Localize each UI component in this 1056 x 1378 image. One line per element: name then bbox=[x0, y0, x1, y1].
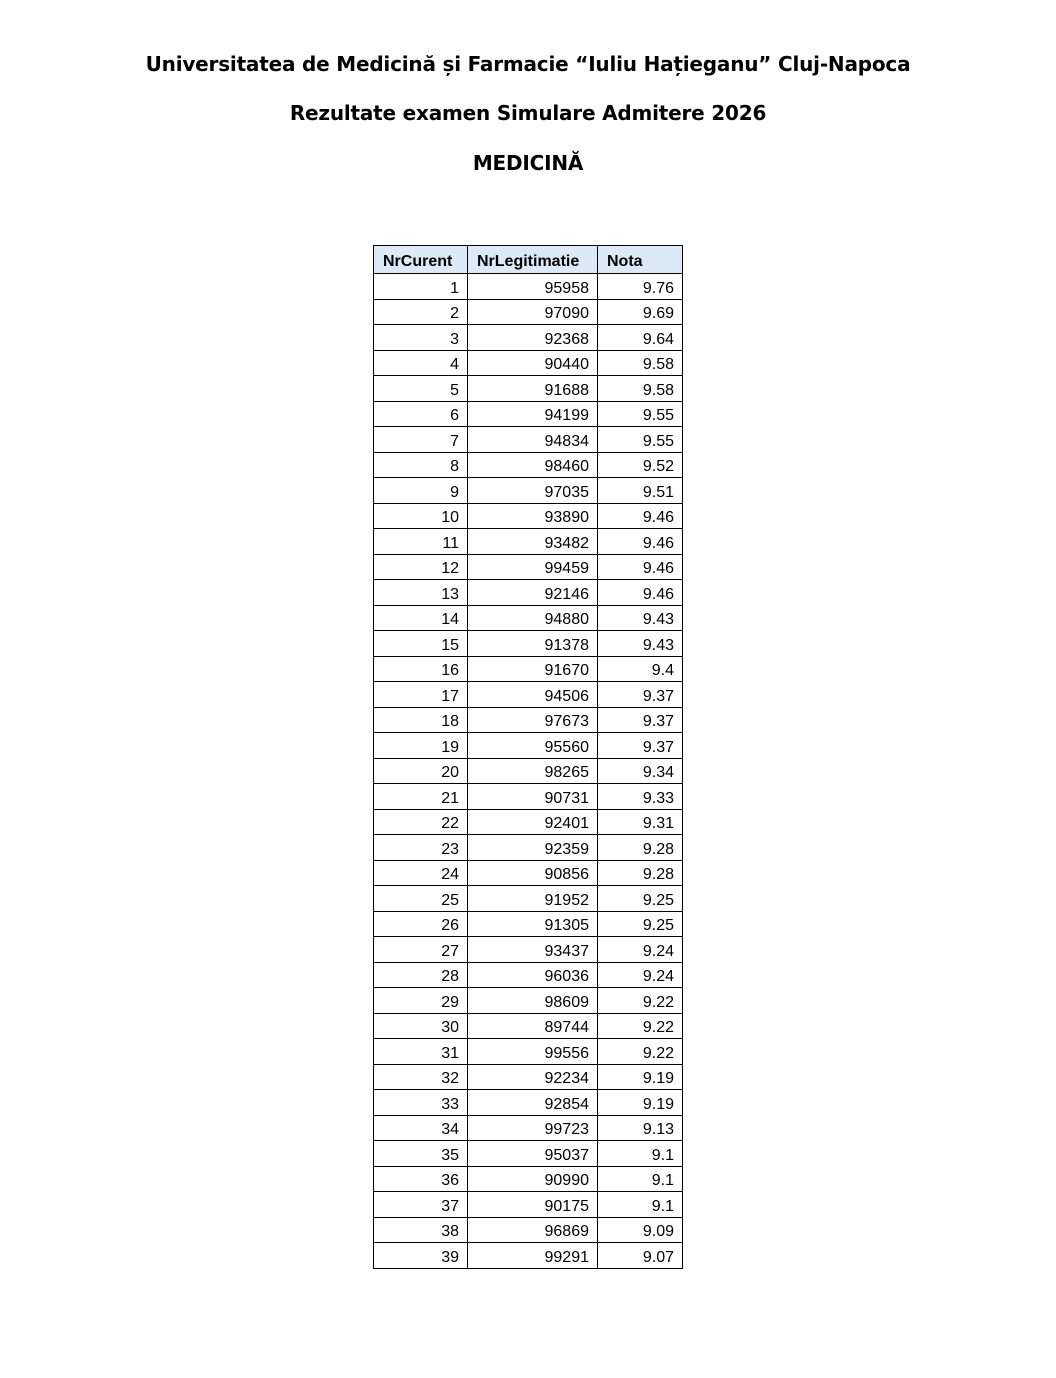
cell-nrlegitimatie: 97035 bbox=[468, 478, 598, 504]
cell-nrlegitimatie: 94506 bbox=[468, 682, 598, 708]
cell-nrlegitimatie: 96869 bbox=[468, 1217, 598, 1243]
cell-nota: 9.22 bbox=[598, 1039, 683, 1065]
table-row bbox=[374, 401, 683, 427]
table-row bbox=[374, 809, 683, 835]
cell-nrcurent: 32 bbox=[374, 1064, 468, 1090]
cell-nota: 9.19 bbox=[598, 1064, 683, 1090]
cell-nrlegitimatie: 97673 bbox=[468, 707, 598, 733]
cell-nrcurent: 7 bbox=[374, 427, 468, 453]
cell-nrlegitimatie: 94199 bbox=[468, 401, 598, 427]
cell-nrlegitimatie: 91952 bbox=[468, 886, 598, 912]
cell-nrlegitimatie: 95560 bbox=[468, 733, 598, 759]
cell-nrlegitimatie: 91378 bbox=[468, 631, 598, 657]
cell-nrcurent: 25 bbox=[374, 886, 468, 912]
table-row bbox=[374, 835, 683, 861]
table-row bbox=[374, 376, 683, 402]
table-row bbox=[374, 299, 683, 325]
table-row bbox=[374, 1166, 683, 1192]
cell-nrlegitimatie: 92368 bbox=[468, 325, 598, 351]
cell-nota: 9.55 bbox=[598, 427, 683, 453]
cell-nrlegitimatie: 92359 bbox=[468, 835, 598, 861]
cell-nrcurent: 34 bbox=[374, 1115, 468, 1141]
table-row bbox=[374, 503, 683, 529]
cell-nrcurent: 37 bbox=[374, 1192, 468, 1218]
cell-nota: 9.46 bbox=[598, 554, 683, 580]
cell-nrlegitimatie: 98265 bbox=[468, 758, 598, 784]
cell-nrlegitimatie: 95958 bbox=[468, 274, 598, 300]
cell-nrcurent: 1 bbox=[374, 274, 468, 300]
cell-nota: 9.33 bbox=[598, 784, 683, 810]
cell-nrcurent: 20 bbox=[374, 758, 468, 784]
faculty-section-title: MEDICINĂ bbox=[472, 151, 584, 175]
cell-nrcurent: 23 bbox=[374, 835, 468, 861]
cell-nrcurent: 14 bbox=[374, 605, 468, 631]
table-row bbox=[374, 554, 683, 580]
cell-nrlegitimatie: 92234 bbox=[468, 1064, 598, 1090]
table-row bbox=[374, 988, 683, 1014]
cell-nrlegitimatie: 90990 bbox=[468, 1166, 598, 1192]
table-row bbox=[374, 478, 683, 504]
cell-nrcurent: 18 bbox=[374, 707, 468, 733]
cell-nota: 9.34 bbox=[598, 758, 683, 784]
exam-results-subtitle: Rezultate examen Simulare Admitere 2026 bbox=[289, 101, 767, 125]
cell-nrcurent: 19 bbox=[374, 733, 468, 759]
cell-nrlegitimatie: 98460 bbox=[468, 452, 598, 478]
cell-nota: 9.37 bbox=[598, 733, 683, 759]
cell-nota: 9.43 bbox=[598, 605, 683, 631]
table-row bbox=[374, 682, 683, 708]
cell-nrcurent: 12 bbox=[374, 554, 468, 580]
cell-nrlegitimatie: 94834 bbox=[468, 427, 598, 453]
cell-nrlegitimatie: 99556 bbox=[468, 1039, 598, 1065]
cell-nrcurent: 29 bbox=[374, 988, 468, 1014]
cell-nota: 9.52 bbox=[598, 452, 683, 478]
cell-nrcurent: 39 bbox=[374, 1243, 468, 1269]
cell-nota: 9.25 bbox=[598, 911, 683, 937]
cell-nrlegitimatie: 93437 bbox=[468, 937, 598, 963]
cell-nota: 9.24 bbox=[598, 962, 683, 988]
cell-nrlegitimatie: 96036 bbox=[468, 962, 598, 988]
table-row bbox=[374, 656, 683, 682]
cell-nrlegitimatie: 99459 bbox=[468, 554, 598, 580]
cell-nota: 9.55 bbox=[598, 401, 683, 427]
cell-nrlegitimatie: 90856 bbox=[468, 860, 598, 886]
cell-nrcurent: 33 bbox=[374, 1090, 468, 1116]
cell-nota: 9.07 bbox=[598, 1243, 683, 1269]
cell-nota: 9.46 bbox=[598, 503, 683, 529]
table-row bbox=[374, 1141, 683, 1167]
cell-nrlegitimatie: 92146 bbox=[468, 580, 598, 606]
cell-nota: 9.51 bbox=[598, 478, 683, 504]
cell-nota: 9.22 bbox=[598, 988, 683, 1014]
cell-nrcurent: 21 bbox=[374, 784, 468, 810]
cell-nrlegitimatie: 95037 bbox=[468, 1141, 598, 1167]
cell-nrcurent: 8 bbox=[374, 452, 468, 478]
table-row bbox=[374, 1192, 683, 1218]
table-row bbox=[374, 707, 683, 733]
table-row bbox=[374, 937, 683, 963]
table-row bbox=[374, 325, 683, 351]
cell-nrlegitimatie: 91305 bbox=[468, 911, 598, 937]
column-header-nrcurent: NrCurent bbox=[374, 246, 468, 274]
cell-nota: 9.28 bbox=[598, 860, 683, 886]
cell-nrlegitimatie: 91688 bbox=[468, 376, 598, 402]
cell-nrlegitimatie: 90175 bbox=[468, 1192, 598, 1218]
cell-nota: 9.24 bbox=[598, 937, 683, 963]
cell-nrcurent: 3 bbox=[374, 325, 468, 351]
cell-nota: 9.25 bbox=[598, 886, 683, 912]
cell-nrcurent: 2 bbox=[374, 299, 468, 325]
table-row bbox=[374, 911, 683, 937]
cell-nota: 9.28 bbox=[598, 835, 683, 861]
cell-nota: 9.19 bbox=[598, 1090, 683, 1116]
cell-nota: 9.4 bbox=[598, 656, 683, 682]
cell-nrcurent: 28 bbox=[374, 962, 468, 988]
cell-nota: 9.46 bbox=[598, 529, 683, 555]
cell-nrcurent: 17 bbox=[374, 682, 468, 708]
cell-nota: 9.37 bbox=[598, 707, 683, 733]
cell-nrlegitimatie: 93890 bbox=[468, 503, 598, 529]
cell-nrcurent: 5 bbox=[374, 376, 468, 402]
cell-nrlegitimatie: 90440 bbox=[468, 350, 598, 376]
table-row bbox=[374, 733, 683, 759]
cell-nota: 9.64 bbox=[598, 325, 683, 351]
table-row bbox=[374, 1090, 683, 1116]
table-row bbox=[374, 1243, 683, 1269]
cell-nrlegitimatie: 93482 bbox=[468, 529, 598, 555]
cell-nrlegitimatie: 92401 bbox=[468, 809, 598, 835]
table-row bbox=[374, 529, 683, 555]
cell-nrcurent: 38 bbox=[374, 1217, 468, 1243]
table-row bbox=[374, 1064, 683, 1090]
cell-nota: 9.13 bbox=[598, 1115, 683, 1141]
cell-nrlegitimatie: 97090 bbox=[468, 299, 598, 325]
cell-nrlegitimatie: 91670 bbox=[468, 656, 598, 682]
table-row bbox=[374, 580, 683, 606]
cell-nrlegitimatie: 92854 bbox=[468, 1090, 598, 1116]
table-row bbox=[374, 1039, 683, 1065]
cell-nrlegitimatie: 89744 bbox=[468, 1013, 598, 1039]
cell-nrcurent: 22 bbox=[374, 809, 468, 835]
cell-nrcurent: 9 bbox=[374, 478, 468, 504]
cell-nrcurent: 11 bbox=[374, 529, 468, 555]
cell-nrcurent: 16 bbox=[374, 656, 468, 682]
cell-nrcurent: 6 bbox=[374, 401, 468, 427]
cell-nrlegitimatie: 98609 bbox=[468, 988, 598, 1014]
table-row bbox=[374, 962, 683, 988]
cell-nrcurent: 31 bbox=[374, 1039, 468, 1065]
table-row bbox=[374, 1115, 683, 1141]
cell-nrcurent: 26 bbox=[374, 911, 468, 937]
cell-nota: 9.58 bbox=[598, 350, 683, 376]
cell-nrcurent: 27 bbox=[374, 937, 468, 963]
cell-nota: 9.37 bbox=[598, 682, 683, 708]
table-header-row bbox=[374, 246, 683, 274]
column-header-nrlegitimatie: NrLegitimatie bbox=[468, 246, 598, 274]
table-row bbox=[374, 1013, 683, 1039]
cell-nota: 9.31 bbox=[598, 809, 683, 835]
column-header-nota: Nota bbox=[598, 246, 683, 274]
table-row bbox=[374, 350, 683, 376]
table-row bbox=[374, 427, 683, 453]
table-row bbox=[374, 886, 683, 912]
table-row bbox=[374, 631, 683, 657]
cell-nrcurent: 10 bbox=[374, 503, 468, 529]
table-row bbox=[374, 784, 683, 810]
cell-nota: 9.58 bbox=[598, 376, 683, 402]
cell-nrcurent: 30 bbox=[374, 1013, 468, 1039]
cell-nota: 9.1 bbox=[598, 1166, 683, 1192]
table-row bbox=[374, 605, 683, 631]
results-table bbox=[373, 245, 683, 1269]
table-row bbox=[374, 860, 683, 886]
cell-nota: 9.1 bbox=[598, 1141, 683, 1167]
cell-nrcurent: 13 bbox=[374, 580, 468, 606]
table-row bbox=[374, 452, 683, 478]
cell-nota: 9.09 bbox=[598, 1217, 683, 1243]
cell-nota: 9.76 bbox=[598, 274, 683, 300]
table-body bbox=[374, 274, 683, 1269]
cell-nota: 9.46 bbox=[598, 580, 683, 606]
cell-nrcurent: 24 bbox=[374, 860, 468, 886]
cell-nrcurent: 36 bbox=[374, 1166, 468, 1192]
cell-nota: 9.22 bbox=[598, 1013, 683, 1039]
table-row bbox=[374, 1217, 683, 1243]
university-title: Universitatea de Medicină și Farmacie “Iuliu Hațieganu” Cluj-Napoca bbox=[145, 52, 911, 76]
cell-nrcurent: 35 bbox=[374, 1141, 468, 1167]
table-row bbox=[374, 758, 683, 784]
cell-nrcurent: 15 bbox=[374, 631, 468, 657]
cell-nrlegitimatie: 94880 bbox=[468, 605, 598, 631]
table-row bbox=[374, 274, 683, 300]
cell-nota: 9.1 bbox=[598, 1192, 683, 1218]
cell-nota: 9.69 bbox=[598, 299, 683, 325]
cell-nrlegitimatie: 99723 bbox=[468, 1115, 598, 1141]
cell-nrlegitimatie: 90731 bbox=[468, 784, 598, 810]
cell-nrcurent: 4 bbox=[374, 350, 468, 376]
cell-nrlegitimatie: 99291 bbox=[468, 1243, 598, 1269]
cell-nota: 9.43 bbox=[598, 631, 683, 657]
